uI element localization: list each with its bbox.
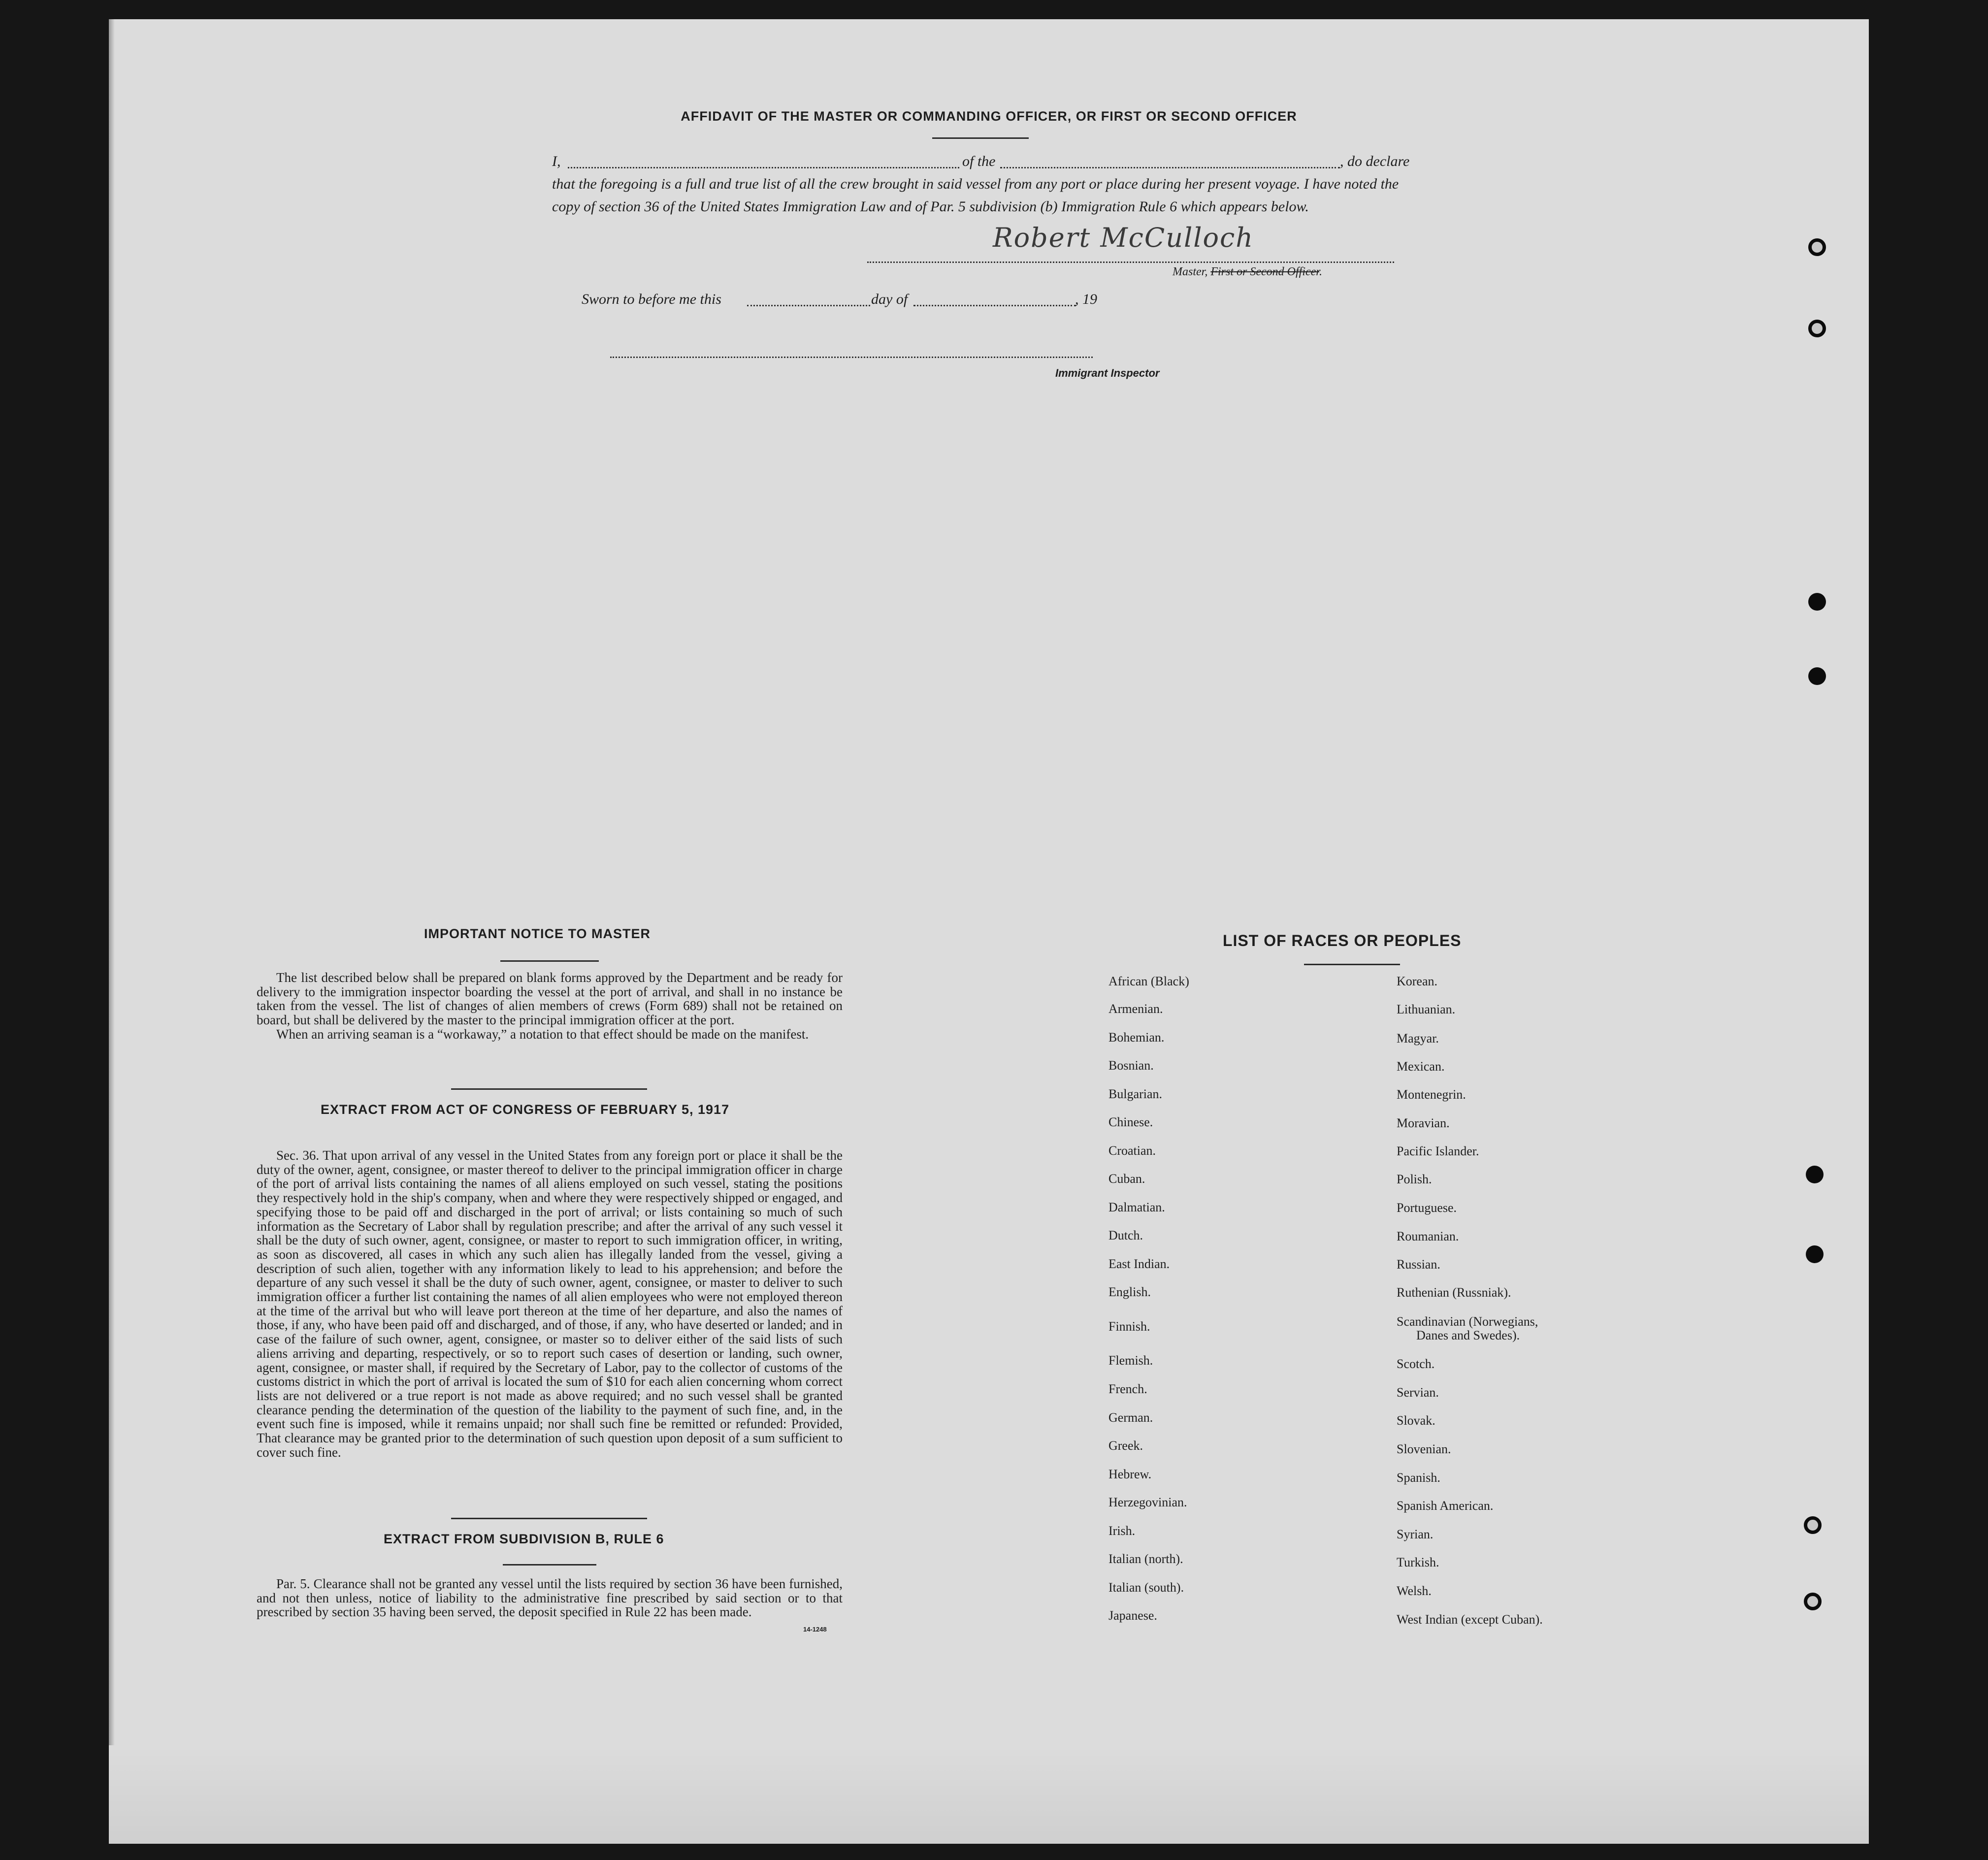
race-item: Scotch. — [1397, 1357, 1435, 1371]
sworn-year: , 19 — [1075, 291, 1097, 307]
race-item: Montenegrin. — [1397, 1087, 1466, 1102]
binder-hole-icon — [1804, 1516, 1822, 1534]
sworn-day-blank[interactable] — [747, 305, 870, 306]
race-item: Syrian. — [1397, 1527, 1434, 1541]
binder-hole-icon — [1806, 1166, 1824, 1183]
affidavit-title-rule — [932, 137, 1029, 139]
race-item: Mexican. — [1397, 1059, 1445, 1074]
race-item: Slovak. — [1397, 1413, 1435, 1428]
sworn-prefix: Sworn to before me this — [582, 291, 721, 307]
race-item: Korean. — [1397, 974, 1438, 988]
race-item: East Indian. — [1108, 1257, 1170, 1271]
affidavit-line-3: copy of section 36 of the United States Immigration Law and of Par. 5 subdivision (b) Immigration Rule 6 which appears below. — [552, 198, 1309, 215]
race-item: Portuguese. — [1397, 1201, 1457, 1215]
race-item: Finnish. — [1108, 1319, 1150, 1334]
affidavit-line-2: that the foregoing is a full and true list of all the crew brought in said vessel from any port or place during her present voyage. I have noted the — [552, 176, 1399, 192]
race-item: Cuban. — [1108, 1172, 1145, 1186]
sworn-month-blank[interactable] — [913, 305, 1076, 306]
race-item: Dutch. — [1108, 1228, 1143, 1242]
extract-act-title: EXTRACT FROM ACT OF CONGRESS OF FEBRUARY 5, 1917 — [321, 1102, 730, 1117]
signer-title-struck: First or Second Officer — [1210, 265, 1319, 278]
race-item: Russian. — [1397, 1257, 1440, 1272]
race-item: African (Black) — [1108, 974, 1189, 988]
notice-paragraph-2: When an arriving seaman is a “workaway,” a notation to that effect should be made on the manifest. — [276, 1026, 809, 1042]
extract-act-body — [257, 1148, 843, 1459]
race-item: Lithuanian. — [1397, 1002, 1456, 1016]
affidavit-i-label: I, — [552, 153, 561, 169]
race-item: Italian (north). — [1108, 1552, 1183, 1566]
form-number: 14-1248 — [803, 1626, 827, 1633]
race-item: Moravian. — [1397, 1116, 1450, 1130]
page-edge-shadow — [109, 19, 115, 1844]
extract-act-paragraph: Sec. 36. That upon arrival of any vessel in the United States from any foreign port or place it shall be the duty of the owner, agent, consignee, or master thereof to deliver to the principal immigration officer in charge of the port of arrival lists containing the names of all aliens employed on such vessel, stating the positions they respectively hold in the ship's company, when and where they were respectively shipped or engaged, and specifying those to be paid off and discharged in the port of arrival; or lists containing so much of such information as the Secretary of Labor shall by regulation prescribe; and after the arrival of any such vessel it shall be the duty of such owner, agent, consignee, or master to report to such immigration officer, in writing, as soon as discovered, all cases in which any such alien has illegally landed from the vessel, giving a description of such alien, together with any information likely to lead to his apprehension; and before the departure of any such vessel it shall be the duty of such owner, agent, consignee, or master to deliver to such immigration officer a further list containing the names of all alien employees who were not employed thereon at the time of the arrival but who will leave port thereon at the time of her departure, and also the names of those, if any, who have been paid off and discharged, and of those, if any, who have deserted or landed; and in case of the failure of such owner, agent, consignee, or master so to deliver either of the said lists of such aliens arriving and departing, respectively, or so to report such cases of desertion or landing, such owner, agent, consignee, or master shall, if required by the Secretary of Labor, pay to the collector of customs of the customs district in which the port of arrival is located the sum of $10 for each alien concerning whom correct lists are not delivered or a true report is not made as above required; and no such vessel shall be granted clearance pending the determination of the question of the liability to the payment of such fine, and, in the event such fine is imposed, while it remains unpaid; nor shall such fine be remitted or refunded: Provided, That clearance may be granted prior to the determination of such question upon deposit of a sum sufficient to cover such fine. — [257, 1148, 843, 1460]
binder-hole-icon — [1804, 1593, 1822, 1610]
binder-hole-icon — [1808, 238, 1826, 256]
race-item: Bulgarian. — [1108, 1087, 1163, 1101]
page-bottom-margin — [109, 1745, 1869, 1844]
races-title: LIST OF RACES OR PEOPLES — [1223, 932, 1462, 949]
race-item: Italian (south). — [1108, 1580, 1184, 1595]
race-item: Spanish American. — [1397, 1499, 1494, 1513]
race-item: German. — [1108, 1410, 1153, 1425]
master-signature: Robert McCulloch — [993, 222, 1254, 253]
affidavit-title: AFFIDAVIT OF THE MASTER OR COMMANDING OFFICER, OR FIRST OR SECOND OFFICER — [681, 109, 1297, 124]
race-item: English. — [1108, 1285, 1151, 1299]
race-item: Welsh. — [1397, 1584, 1432, 1598]
signer-title-end: . — [1319, 265, 1322, 278]
race-item: Chinese. — [1108, 1115, 1153, 1129]
name-blank[interactable] — [568, 167, 959, 168]
race-item: Armenian. — [1108, 1002, 1163, 1016]
race-item-continuation: Danes and Swedes). — [1416, 1328, 1520, 1342]
race-item: Flemish. — [1108, 1353, 1153, 1368]
race-item: Magyar. — [1397, 1031, 1439, 1045]
race-item: French. — [1108, 1382, 1147, 1396]
extract-rule-title: EXTRACT FROM SUBDIVISION B, RULE 6 — [384, 1532, 664, 1546]
extract-rule-paragraph: Par. 5. Clearance shall not be granted any vessel until the lists required by section 36 have been furnished, and not then unless, notice of liability to the administrative fine prescribed by said section or to that prescribed by section 35 having been served, the deposit specified in Rule 22 has been made. — [257, 1576, 843, 1620]
race-item: Spanish. — [1397, 1470, 1440, 1485]
race-item: Croatian. — [1108, 1143, 1156, 1158]
inspector-signature-line[interactable] — [610, 357, 1093, 358]
race-item: Servian. — [1397, 1385, 1439, 1400]
notice-paragraph-1: The list described below shall be prepared on blank forms approved by the Department and be ready for delivery to the immigration inspector boarding the vessel at the port of arrival, and shall in no instance be taken from the vessel. The list of changes of alien members of crews (Form 689) shall not be retained on board, but shall be delivered by the master to the principal immigration officer at the port. — [257, 970, 843, 1028]
race-item: Turkish. — [1397, 1555, 1439, 1569]
notice-title: IMPORTANT NOTICE TO MASTER — [424, 926, 651, 941]
race-item: Hebrew. — [1108, 1467, 1152, 1481]
race-item: Polish. — [1397, 1172, 1432, 1186]
races-title-rule — [1304, 964, 1400, 965]
race-item: Bohemian. — [1108, 1030, 1165, 1044]
extract-rule-body — [257, 1577, 843, 1619]
signer-title-master: Master, — [1173, 265, 1211, 278]
binder-hole-icon — [1806, 1245, 1824, 1263]
extract-act-top-rule — [451, 1088, 647, 1090]
sworn-day-of: day of — [871, 291, 908, 307]
race-item: Pacific Islander. — [1397, 1144, 1479, 1158]
extract-rule-top-rule — [451, 1518, 647, 1519]
vessel-blank[interactable] — [1000, 167, 1340, 168]
affidavit-of-the-label: of the — [962, 153, 996, 169]
race-item: Japanese. — [1108, 1608, 1157, 1623]
race-item: Bosnian. — [1108, 1058, 1154, 1073]
binder-hole-icon — [1808, 593, 1826, 611]
notice-title-rule — [500, 960, 599, 962]
race-item: West Indian (except Cuban). — [1397, 1612, 1543, 1627]
affidavit-do-declare: , do declare — [1340, 153, 1410, 169]
race-item: Herzegovinian. — [1108, 1495, 1187, 1509]
race-item: Dalmatian. — [1108, 1200, 1165, 1214]
race-item: Scandinavian (Norwegians, — [1397, 1314, 1538, 1329]
document-page — [109, 19, 1869, 1844]
notice-body — [257, 971, 843, 1042]
signature-line — [867, 261, 1394, 263]
extract-rule-title-rule — [503, 1564, 596, 1566]
race-item: Roumanian. — [1397, 1229, 1459, 1243]
race-item: Irish. — [1108, 1524, 1136, 1538]
race-item: Ruthenian (Russniak). — [1397, 1285, 1511, 1300]
race-item: Slovenian. — [1397, 1442, 1451, 1456]
binder-hole-icon — [1808, 667, 1826, 685]
inspector-label: Immigrant Inspector — [1055, 367, 1160, 379]
signer-title — [1173, 265, 1322, 279]
race-item: Greek. — [1108, 1438, 1143, 1453]
binder-hole-icon — [1808, 320, 1826, 337]
